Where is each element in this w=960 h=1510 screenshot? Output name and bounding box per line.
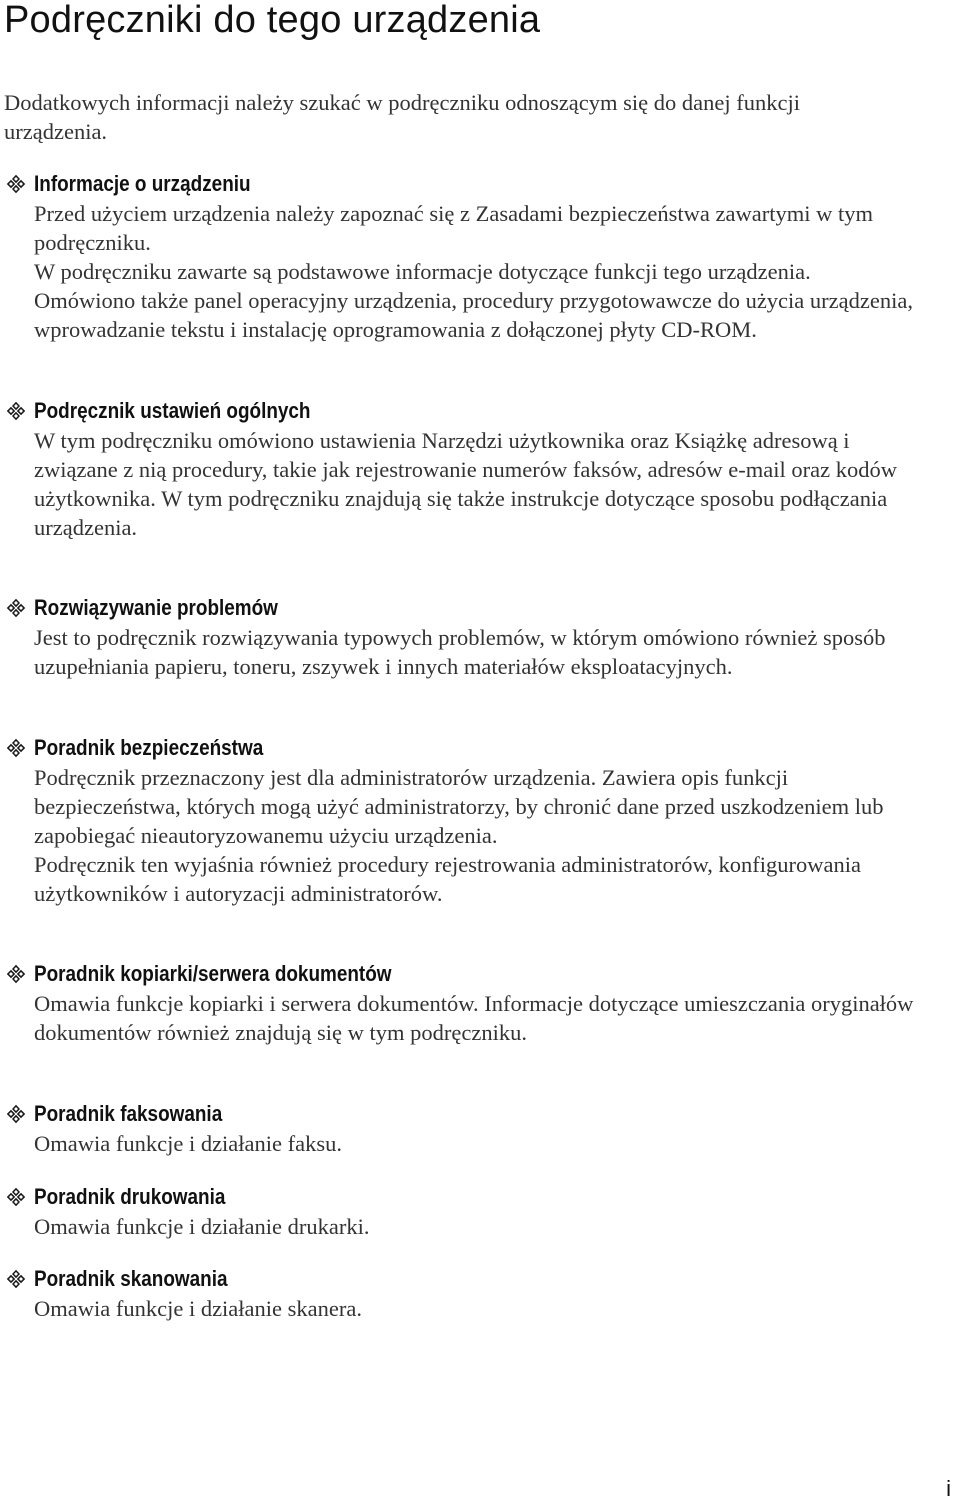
diamond-bullet-icon bbox=[6, 1269, 26, 1289]
diamond-bullet-icon bbox=[6, 964, 26, 984]
section-paragraph: Omawia funkcje i działanie skanera. bbox=[34, 1296, 362, 1321]
section-paragraph: Podręcznik ten wyjaśnia również procedury rejestrowania administratorów, konfigurowania użytkowników i autoryzacji administratorów. bbox=[34, 852, 862, 906]
section-paragraph: Podręcznik przeznaczony jest dla administratorów urządzenia. Zawiera opis funkcji bezpieczeństwa, których mogą użyć administratorzy, by chronić dane przed uszkodzeniem lub zapobiegać nieautoryzowanemu użyciu urządzenia. bbox=[34, 765, 884, 848]
diamond-bullet-icon bbox=[6, 1187, 26, 1207]
diamond-bullet-icon bbox=[6, 401, 26, 421]
section-heading: Informacje o urządzeniu bbox=[34, 171, 251, 196]
diamond-bullet-icon bbox=[6, 1104, 26, 1124]
section-body bbox=[34, 199, 914, 344]
section-body bbox=[34, 1129, 914, 1158]
section-paragraph: W tym podręczniku omówiono ustawienia Narzędzi użytkownika oraz Książkę adresową i związane z nią procedury, takie jak rejestrowanie numerów faksów, adresów e-mail oraz kodów użytkownika. W tym podręczniku znajdują się także instrukcje dotyczące sposobu podłączania urządzenia. bbox=[34, 428, 897, 540]
section-heading: Poradnik faksowania bbox=[34, 1101, 223, 1126]
section-paragraph: Omawia funkcje i działanie drukarki. bbox=[34, 1214, 370, 1239]
section-paragraph: Jest to podręcznik rozwiązywania typowych problemów, w którym omówiono również sposób uzupełniania papieru, toneru, zszywek i innych materiałów eksploatacyjnych. bbox=[34, 625, 886, 679]
section-paragraph: Omawia funkcje i działanie faksu. bbox=[34, 1131, 343, 1156]
section-heading: Podręcznik ustawień ogólnych bbox=[34, 398, 311, 423]
section-body bbox=[34, 1212, 914, 1241]
section-body bbox=[34, 1294, 914, 1323]
section-heading: Rozwiązywanie problemów bbox=[34, 595, 278, 620]
section-paragraph: Przed użyciem urządzenia należy zapoznać się z Zasadami bezpieczeństwa zawartymi w tym podręczniku. bbox=[34, 201, 873, 255]
page-number: i bbox=[946, 1476, 951, 1501]
section-paragraph: W podręczniku zawarte są podstawowe informacje dotyczące funkcji tego urządzenia. Omówiono także panel operacyjny urządzenia, procedury przygotowawcze do użycia urządzenia, wprowadzanie tekstu i instalację oprogramowania z dołączonej płyty CD-ROM. bbox=[34, 259, 913, 342]
section-heading: Poradnik drukowania bbox=[34, 1184, 226, 1209]
section-heading: Poradnik skanowania bbox=[34, 1266, 228, 1291]
diamond-bullet-icon bbox=[6, 598, 26, 618]
section-heading: Poradnik bezpieczeństwa bbox=[34, 735, 264, 760]
page-title: Podręczniki do tego urządzenia bbox=[4, 0, 541, 41]
section-body bbox=[34, 763, 914, 908]
section-paragraph: Omawia funkcje kopiarki i serwera dokumentów. Informacje dotyczące umieszczania oryginałów dokumentów również znajdują się w tym podręczniku. bbox=[34, 991, 914, 1045]
section-body bbox=[34, 989, 914, 1047]
intro-text: Dodatkowych informacji należy szukać w podręczniku odnoszącym się do danej funkcji urządzenia. bbox=[4, 90, 800, 144]
section-body bbox=[34, 623, 914, 681]
section-heading: Poradnik kopiarki/serwera dokumentów bbox=[34, 961, 392, 986]
diamond-bullet-icon bbox=[6, 738, 26, 758]
diamond-bullet-icon bbox=[6, 174, 26, 194]
section-body bbox=[34, 426, 914, 542]
